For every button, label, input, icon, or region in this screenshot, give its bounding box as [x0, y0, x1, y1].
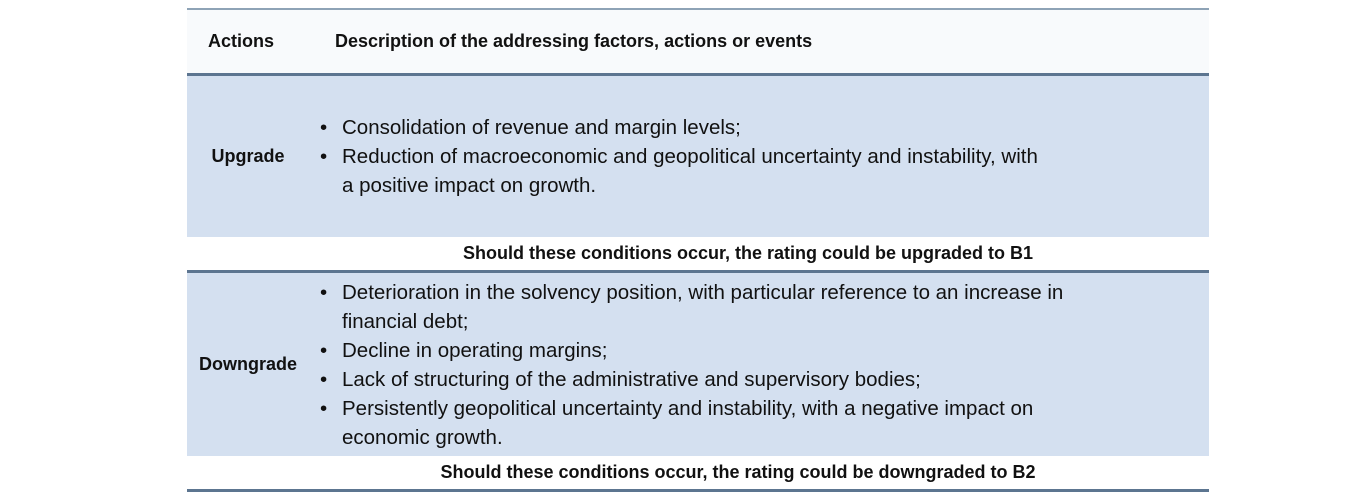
- header-description: Description of the addressing factors, actions or events: [335, 31, 813, 51]
- bullet-icon: •: [320, 367, 328, 391]
- upgrade-bullet-list: [309, 113, 1169, 200]
- downgrade-description: [309, 278, 1169, 452]
- downgrade-bullet-3: Lack of structuring of the administrative and supervisory bodies;: [342, 367, 921, 391]
- list-item: [309, 336, 1169, 365]
- downgrade-bullet-list: [309, 278, 1169, 452]
- upgrade-conclusion: Should these conditions occur, the rating could be upgraded to B1: [462, 243, 1034, 263]
- bullet-icon: •: [320, 338, 328, 362]
- list-item: [309, 142, 1052, 200]
- bullet-icon: •: [320, 145, 328, 168]
- bullet-icon: •: [320, 396, 328, 420]
- downgrade-bullet-4: Persistently geopolitical uncertainty and instability, with a negative impact on economic growth.: [342, 396, 1034, 449]
- upgrade-conclusion-row: [187, 237, 1209, 270]
- list-item: [309, 365, 1169, 394]
- list-item: [309, 113, 1169, 142]
- table-bottom-rule: [187, 489, 1209, 492]
- upgrade-description: [309, 113, 1169, 200]
- downgrade-bullet-2: Decline in operating margins;: [342, 338, 608, 362]
- downgrade-bullet-1: Deterioration in the solvency position, with particular reference to an increase in financial debt;: [342, 280, 1064, 333]
- upgrade-bullet-2: Reduction of macroeconomic and geopolitical uncertainty and instability, with a positive impact on growth.: [342, 145, 1038, 197]
- rating-actions-table: [187, 8, 1209, 492]
- upgrade-row: [187, 76, 1209, 237]
- downgrade-label: Downgrade: [198, 354, 297, 374]
- bullet-icon: •: [320, 116, 328, 139]
- table-header-row: [187, 10, 1209, 73]
- header-actions: Actions: [208, 31, 275, 51]
- list-item: [309, 278, 1122, 336]
- downgrade-row: [187, 273, 1209, 456]
- upgrade-label: Upgrade: [211, 146, 285, 166]
- downgrade-conclusion-row: [187, 456, 1209, 489]
- bullet-icon: •: [320, 280, 328, 304]
- list-item: [309, 394, 1092, 452]
- downgrade-conclusion: Should these conditions occur, the rating could be downgraded to B2: [440, 462, 1036, 482]
- upgrade-bullet-1: Consolidation of revenue and margin levels;: [342, 116, 741, 139]
